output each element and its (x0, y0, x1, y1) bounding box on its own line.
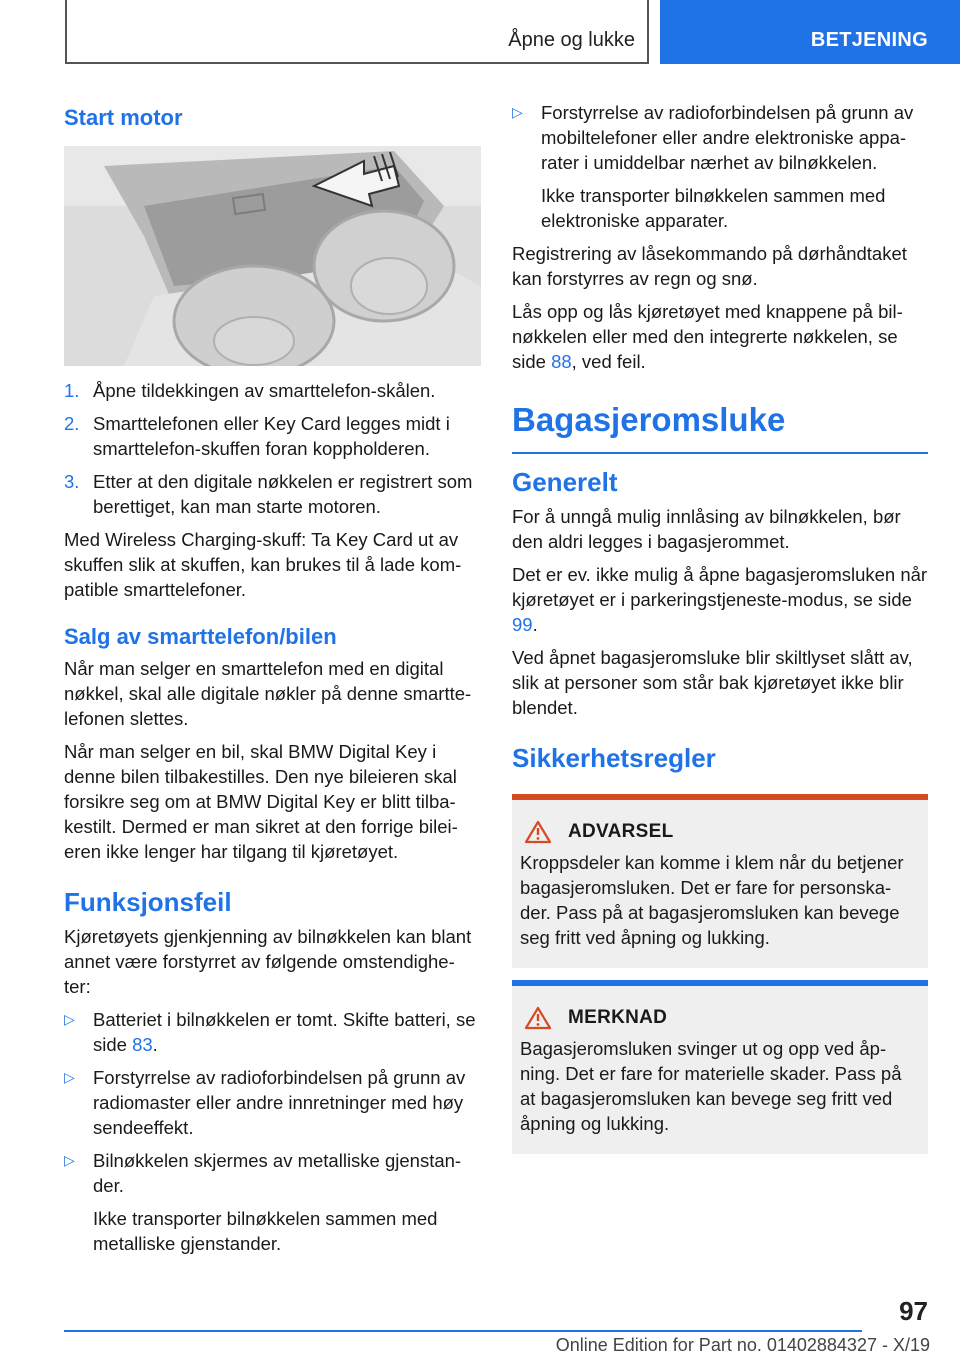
wireless-charging-paragraph: Med Wireless Charging-skuff: Ta Key Card ut av skuffen slik at skuffen, kan brukes til å lade kom-patible smarttelefoner. (64, 529, 462, 600)
start-engine-heading: Start motor (64, 105, 183, 130)
triangle-bullet-icon: ▷ (64, 1069, 75, 1085)
warning-label: ADVARSEL (568, 821, 674, 842)
footer-divider (64, 1330, 862, 1332)
warning-triangle-icon (524, 1006, 552, 1030)
step-text: Etter at den digitale nøkkelen er registrert som berettiget, kan man starte motoren. (93, 471, 473, 517)
general-paragraph-3: Ved åpnet bagasjeromsluke blir skiltlyset slått av, slik at personer som står bak kjøretøyet ikke blir blendet. (512, 647, 913, 718)
page-link[interactable]: 99 (512, 614, 533, 635)
safety-heading: Sikkerhetsregler (512, 743, 716, 773)
page-link[interactable]: 88 (551, 351, 572, 372)
sell-paragraph-2: Når man selger en bil, skal BMW Digital Key i denne bilen tilbakestilles. Den nye bileieren skal forsikre seg om at BMW Digital Key er blitt tilba-kestilt. Dermed er man sikret at den forrige bilei-eren ikke lenger har tilgang til kjøretøyet. (64, 741, 458, 862)
triangle-bullet-icon: ▷ (512, 104, 523, 120)
general-paragraph-2: Det er ev. ikke mulig å åpne bagasjeromsluken når kjøretøyet er i parkeringstjeneste-modus, se side 99. (512, 564, 928, 635)
warning-text: Kroppsdeler kan komme i klem når du betjener bagasjeromsluken. Det er fare for personska-der. Pass på at bagasjeromsluken kan bevege seg fritt ved åpning og lukking. (520, 852, 904, 948)
chapter-tab-label: BETJENING (810, 29, 928, 51)
list-item (64, 378, 481, 403)
notice-text: Bagasjeromsluken svinger ut og opp ved åp-ning. Det er fare for materielle skader. Pass på at bagasjeromsluken kan bevege seg fritt ved åpning og lukking. (520, 1038, 902, 1134)
step-number: 1. (64, 380, 80, 401)
smartphone-tray-photo (64, 146, 481, 366)
malfunction-intro: Kjøretøyets gjenkjenning av bilnøkkelen kan blant annet være forstyrret av følgende omstendighe-ter: (64, 926, 472, 997)
start-steps-list (64, 378, 481, 519)
general-paragraph-1: For å unngå mulig innlåsing av bilnøkkelen, bør den aldri legges i bagasjerommet. (512, 506, 901, 552)
triangle-bullet-icon: ▷ (64, 1011, 75, 1027)
list-item (64, 411, 481, 461)
trunk-lid-heading: Bagasjeromsluke (512, 398, 928, 454)
bullet-subtext: Ikke transporter bilnøkkelen sammen med elektroniske apparater. (541, 185, 886, 231)
step-text: Smarttelefonen eller Key Card legges midt i smarttelefon-skuffen foran koppholderen. (93, 413, 450, 459)
triangle-bullet-icon: ▷ (64, 1152, 75, 1168)
page-number: 97 (899, 1296, 928, 1326)
bullet-subtext: Ikke transporter bilnøkkelen sammen med metalliske gjenstander. (93, 1208, 438, 1254)
notice-title (520, 1006, 920, 1030)
list-item (64, 1065, 481, 1140)
warning-title (520, 820, 920, 844)
notice-label: MERKNAD (568, 1007, 668, 1028)
bullet-text: Bilnøkkelen skjermes av metalliske gjenstan-der. (93, 1150, 462, 1196)
warning-triangle-icon (524, 820, 552, 844)
chapter-tab[interactable] (660, 0, 960, 64)
warning-box (512, 794, 928, 968)
list-item (64, 1148, 481, 1198)
lock-paragraph: Lås opp og lås kjøretøyet med knappene på bil-nøkkelen eller med den integrerte nøkkelen, se side 88, ved feil. (512, 301, 903, 372)
sell-heading: Salg av smarttelefon/bilen (64, 624, 337, 649)
malfunction-heading: Funksjonsfeil (64, 887, 232, 917)
notice-box (512, 980, 928, 1154)
registration-paragraph: Registrering av låsekommando på dørhåndtaket kan forstyrres av regn og snø. (512, 243, 907, 289)
sell-paragraph-1: Når man selger en smarttelefon med en digital nøkkel, skal alle digitale nøkler på denne smartte-lefonen slettes. (64, 658, 472, 729)
header-bar (65, 0, 649, 64)
bullet-text: Forstyrrelse av radioforbindelsen på grunn av radiomaster eller andre innretninger med høy sendeeffekt. (93, 1067, 466, 1138)
list-item (512, 100, 928, 175)
left-column (64, 100, 481, 1264)
bullet-text: Batteriet i bilnøkkelen er tomt. Skifte batteri, se side 83. (93, 1009, 476, 1055)
section-title: Åpne og lukke (508, 29, 635, 51)
bullet-text: Forstyrrelse av radioforbindelsen på grunn av mobiltelefoner eller andre elektroniske appa-rater i umiddelbar nærhet av bilnøkkelen. (541, 102, 914, 173)
right-column (512, 100, 928, 1154)
list-item (64, 1007, 481, 1057)
page-link[interactable]: 83 (132, 1034, 153, 1055)
step-text: Åpne tildekkingen av smarttelefon-skålen. (93, 380, 436, 401)
edition-footer: Online Edition for Part no. 01402884327 - X/19 (555, 1335, 930, 1355)
step-number: 2. (64, 413, 80, 434)
general-heading: Generelt (512, 467, 618, 497)
list-item (64, 469, 481, 519)
step-number: 3. (64, 471, 80, 492)
